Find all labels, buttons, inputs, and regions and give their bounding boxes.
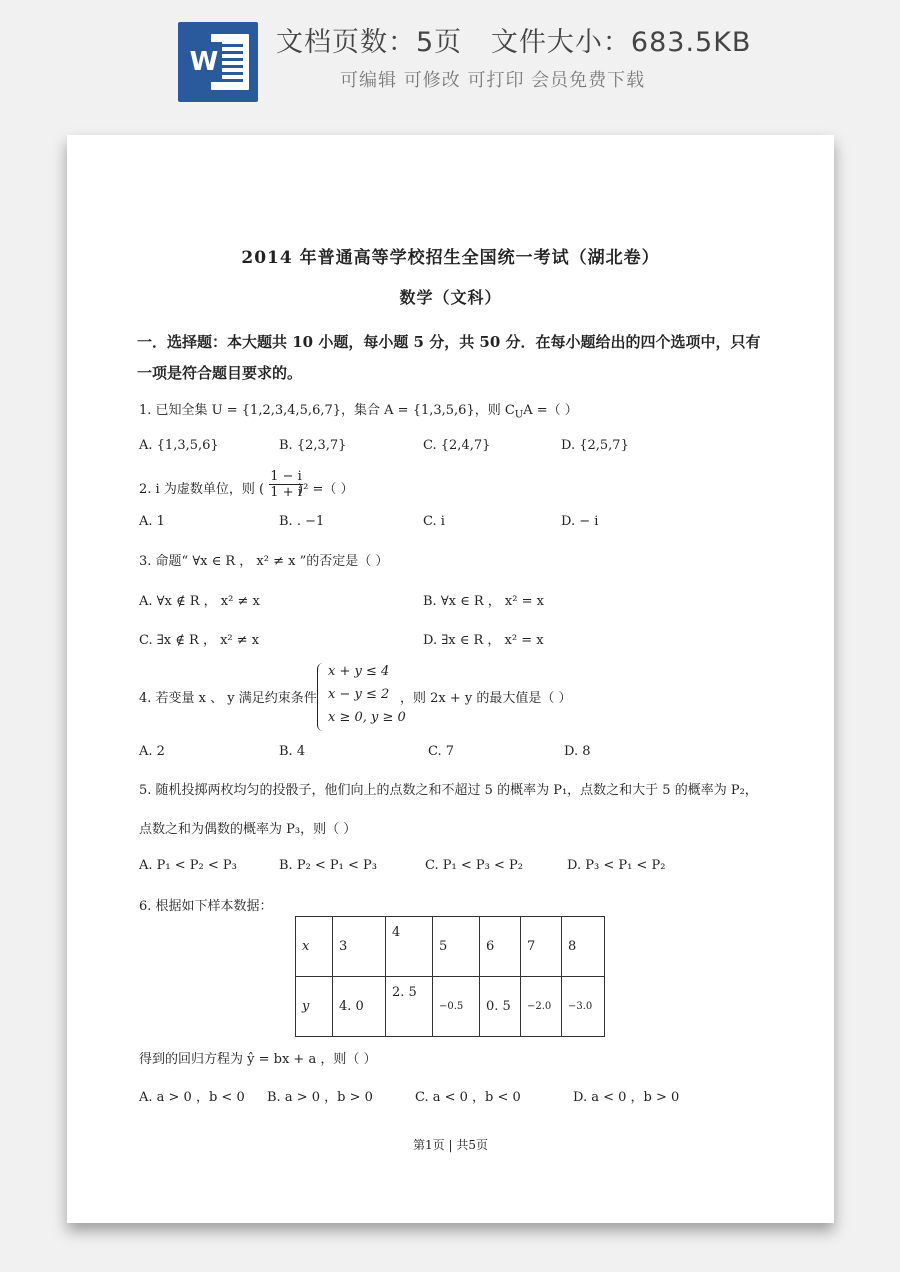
q2-option-b: B. . −1 — [279, 514, 325, 529]
page-footer: 第1页 | 共5页 — [413, 1138, 488, 1152]
q2-option-c: C. i — [423, 514, 445, 529]
table-cell: −3.0 — [562, 977, 605, 1037]
table-cell: 6 — [480, 917, 521, 977]
question-2: 2. i 为虚数单位，则 ( )² =（ ） — [139, 482, 354, 497]
q2-option-a: A. 1 — [139, 514, 165, 529]
table-cell: 2. 5 — [386, 977, 433, 1037]
q5-option-a: A. P₁ < P₂ < P₃ — [139, 858, 237, 873]
q6-option-b: B. a > 0 ，b > 0 — [267, 1090, 373, 1105]
q3-option-b: B. ∀x ∈ R ， x² = x — [423, 594, 544, 609]
table-cell: 8 — [562, 917, 605, 977]
table-cell: 7 — [521, 917, 562, 977]
constraint-brace — [317, 663, 326, 731]
table-cell: 5 — [433, 917, 480, 977]
question-4-tail: ，则 2x + y 的最大值是（ ） — [400, 691, 572, 706]
table-cell: 4 — [386, 917, 433, 977]
exam-subtitle: 数学（文科） — [399, 288, 502, 307]
q5-option-c: C. P₁ < P₃ < P₂ — [425, 858, 523, 873]
table-cell: 3 — [333, 917, 386, 977]
table-cell: y — [296, 977, 333, 1037]
table-cell: 4. 0 — [333, 977, 386, 1037]
q4-option-d: D. 8 — [564, 744, 591, 759]
q5-option-b: B. P₂ < P₁ < P₃ — [279, 858, 378, 873]
constraint-2: x − y ≤ 2 — [328, 687, 390, 702]
table-row-y — [296, 977, 605, 1037]
download-banner — [0, 0, 900, 125]
q6-option-a: A. a > 0 ，b < 0 — [139, 1090, 245, 1105]
table-row-x — [296, 917, 605, 977]
exam-title: 2014 年普通高等学校招生全国统一考试（湖北卷） — [241, 248, 660, 268]
q4-option-b: B. 4 — [279, 744, 306, 759]
question-4: 4. 若变量 x 、 y 满足约束条件 — [139, 691, 317, 706]
q2-option-d: D. − i — [561, 514, 599, 529]
table-cell: x — [296, 917, 333, 977]
constraint-1: x + y ≤ 4 — [328, 664, 390, 679]
document-features-subtitle: 可编辑 可修改 可打印 会员免费下载 — [340, 70, 646, 91]
q3-option-a: A. ∀x ∉ R ， x² ≠ x — [139, 594, 260, 609]
q1-option-c: C. {2,4,7} — [423, 438, 491, 453]
q2-fraction: $\frac{1 - i}{1 + i}$ — [270, 469, 302, 500]
word-document-icon: W — [178, 22, 258, 102]
table-cell: −0.5 — [433, 977, 480, 1037]
q6-option-d: D. a < 0 ，b > 0 — [573, 1090, 680, 1105]
table-cell: 0. 5 — [480, 977, 521, 1037]
q4-option-a: A. 2 — [139, 744, 165, 759]
question-5-line2: 点数之和为偶数的概率为 P₃，则（ ） — [139, 822, 357, 837]
regression-line: 得到的回归方程为 ŷ = bx + a ，则（ ） — [139, 1052, 377, 1067]
section-heading-line2: 一项是符合题目要求的。 — [137, 364, 303, 382]
q1-option-a: A. {1,3,5,6} — [139, 438, 219, 453]
q3-option-d: D. ∃x ∈ R ， x² = x — [423, 633, 544, 648]
q1-option-d: D. {2,5,7} — [561, 438, 629, 453]
table-cell: −2.0 — [521, 977, 562, 1037]
q1-option-b: B. {2,3,7} — [279, 438, 347, 453]
q6-option-c: C. a < 0 ，b < 0 — [415, 1090, 521, 1105]
question-1: 1. 已知全集 U = {1,2,3,4,5,6,7}，集合 A = {1,3,5,6}，则 $C_UA$ =（ ） — [139, 403, 578, 421]
question-5-line1: 5. 随机投掷两枚均匀的投骰子，他们向上的点数之和不超过 5 的概率为 P₁，点数之和大于 5 的概率为 P₂， — [139, 783, 758, 798]
q3-option-c: C. ∃x ∉ R ， x² ≠ x — [139, 633, 260, 648]
q5-option-d: D. P₃ < P₁ < P₂ — [567, 858, 666, 873]
sample-data-table — [295, 916, 605, 1037]
constraint-3: x ≥ 0, y ≥ 0 — [328, 710, 406, 725]
question-6: 6. 根据如下样本数据： — [139, 899, 273, 914]
question-3: 3. 命题“ ∀x ∈ R ， x² ≠ x ”的否定是（ ） — [139, 554, 389, 569]
document-info-title: 文档页数：5页 文件大小：683.5KB — [276, 27, 752, 58]
document-page — [67, 135, 834, 1223]
q4-option-c: C. 7 — [428, 744, 455, 759]
section-heading-line1: 一．选择题：本大题共 10 小题，每小题 5 分，共 50 分．在每小题给出的四个选项中，只有 — [137, 333, 761, 351]
